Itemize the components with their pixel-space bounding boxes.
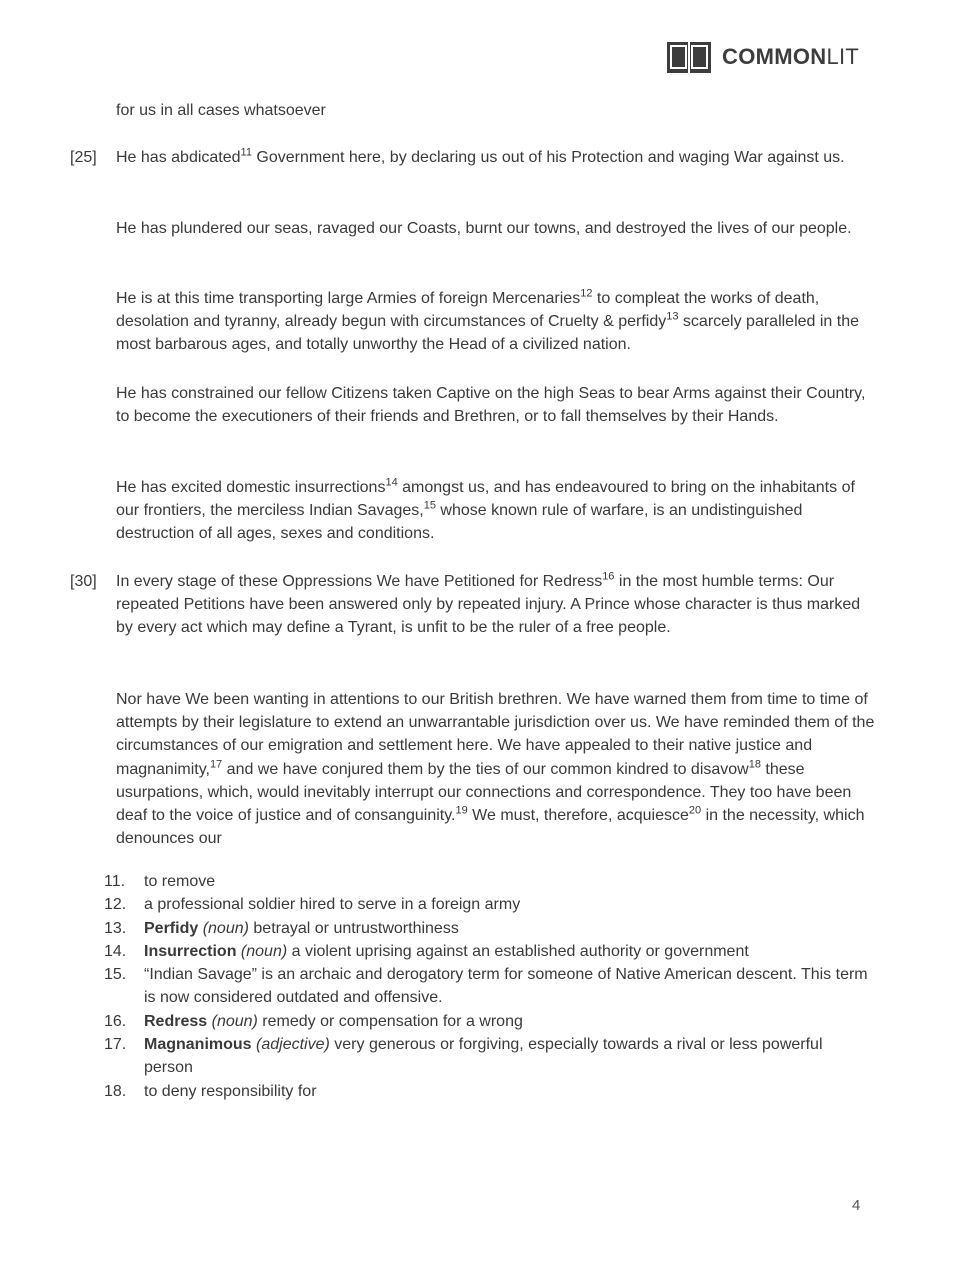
footnote-ref-13: 13 xyxy=(666,310,679,323)
paragraph-30: In every stage of these Oppressions We have Petitioned for Redress$^{16}$ in the most humble terms: Our repeated Petitions have been answered only by repeated injury. A Prince whose character is thus marked by every act which may define a Tyrant, is unfit to be the ruler of a free people. xyxy=(116,570,861,637)
paragraph-31: Nor have We been wanting in attentions to our British brethren. We have warned them from time to time of attempts by their legislature to extend an unwarrantable jurisdiction over us. We have reminded them of the circumstances of our emigration and settlement here. We have appealed to their native justice and magnanimity,$^{17}$ and we have conjured them by the ties of our common kindred to disavow$^{18}$ these usurpations, which, would inevitably interrupt our connections and correspondence. They too have been deaf to the voice of justice and of consanguinity.$^{19}$ We must, therefore, acquiesce$^{20}$ in the necessity, which denounces our xyxy=(116,691,875,848)
book-icon xyxy=(666,40,712,74)
paragraph-26: He has plundered our seas, ravaged our Coasts, burnt our towns, and destroyed the lives of our people. xyxy=(116,220,852,237)
logo-wordmark: COMMONLIT xyxy=(722,44,860,69)
footnote-ref-11: 11 xyxy=(240,146,252,159)
footnote-ref-17: 17 xyxy=(209,758,223,771)
footnote-11: 11. to remove xyxy=(104,873,216,890)
footnote-15: 15. “Indian Savage” is an archaic and derogatory term for someone of Native American descent. This term is now considered outdated and offensive. xyxy=(104,966,868,1007)
footnote-17: 17. Magnanimous (adjective) very generous or forgiving, especially towards a rival or less powerful person xyxy=(104,1036,823,1077)
footnote-ref-18: 18 xyxy=(748,758,761,771)
footnote-list xyxy=(104,870,874,1103)
footnote-ref-14: 14 xyxy=(385,476,398,489)
footnote-18: 18. to deny responsibility for xyxy=(104,1082,317,1100)
footnote-14: 14. Insurrection (noun) a violent uprising against an established authority or government xyxy=(104,942,749,960)
footnote-13: 13. Perfidy (noun) betrayal or untrustworthiness xyxy=(104,919,459,937)
paragraph-29: He has excited domestic insurrections$^{14}$ amongst us, and has endeavoured to bring on the inhabitants of our frontiers, the merciless Indian Savages,$^{15}$ whose known rule of warfare, is an undistinguished destruction of all ages, sexes and conditions. xyxy=(116,476,855,543)
paragraph-27: He is at this time transporting large Armies of foreign Mercenaries$^{12}$ to compleat the works of death, desolation and tyranny, already begun with circumstances of Cruelty & perfidy$^{13}$ scarcely paralleled in the most barbarous ages, and totally unworthy the Head of a civilized nation. xyxy=(116,287,860,354)
paragraph-28: He has constrained our fellow Citizens taken Captive on the high Seas to bear Arms against their Country, to become the executioners of their friends and Brethren, or to fall themselves by their Hands. xyxy=(116,385,866,426)
footnote-12: 12. a professional soldier hired to serve in a foreign army xyxy=(104,896,521,914)
footnote-ref-20: 20 xyxy=(688,804,702,817)
page-number: 4 xyxy=(852,1197,861,1214)
paragraph-25: He has abdicated$^{11}$ Government here, by declaring us out of his Protection and waging War against us. xyxy=(116,146,845,166)
paragraph-continued: for us in all cases whatsoever xyxy=(116,102,326,119)
footnote-16: 16. Redress (noun) remedy or compensation for a wrong xyxy=(104,1012,523,1030)
footnote-ref-12: 12 xyxy=(580,287,593,300)
paragraph-number-25: [25] xyxy=(70,149,97,166)
footnote-ref-15: 15 xyxy=(423,499,436,512)
footnote-ref-16: 16 xyxy=(602,570,615,583)
commonlit-logo xyxy=(666,40,859,74)
paragraph-number-30: [30] xyxy=(70,573,97,590)
footnote-ref-19: 19 xyxy=(455,804,468,817)
